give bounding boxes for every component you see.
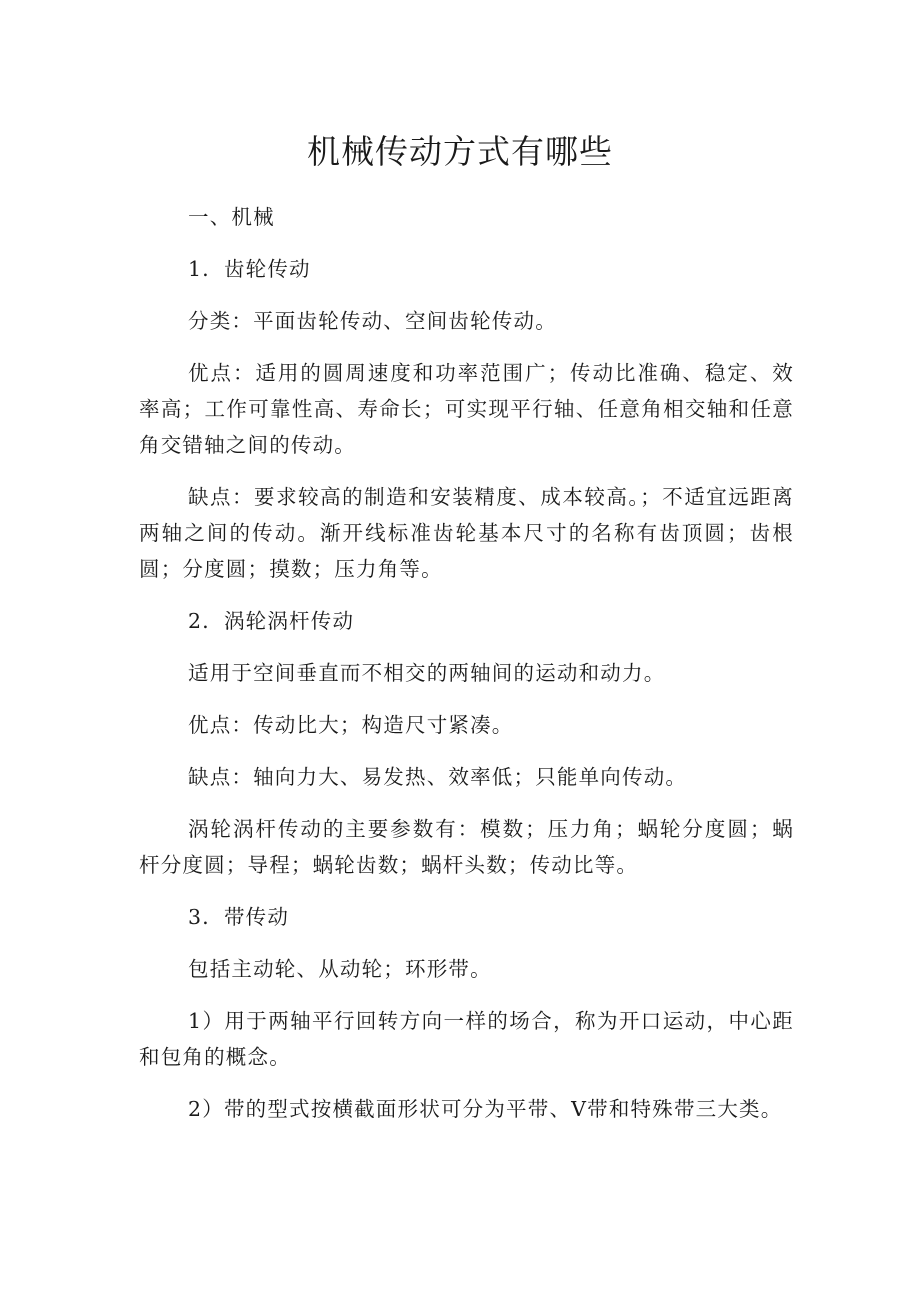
paragraph-worm-parameters: 涡轮涡杆传动的主要参数有：模数；压力角；蜗轮分度圆；蜗杆分度圆；导程；蜗轮齿数；蜗杆头数；传动比等。 bbox=[139, 817, 794, 877]
paragraph-belt-components: 包括主动轮、从动轮；环形带。 bbox=[188, 957, 492, 981]
paragraph-belt-item-1: 1）用于两轴平行回转方向一样的场合，称为开口运动，中心距和包角的概念。 bbox=[139, 1009, 794, 1069]
paragraph-gear-disadvantages: 缺点：要求较高的制造和安装精度、成本较高。；不适宜远距离两轴之间的传动。渐开线标准齿轮基本尺寸的名称有齿顶圆；齿根圆；分度圆；摸数；压力角等。 bbox=[139, 485, 794, 581]
paragraph-gear-advantages: 优点：适用的圆周速度和功率范围广；传动比准确、稳定、效率高；工作可靠性高、寿命长；可实现平行轴、任意角相交轴和任意角交错轴之间的传动。 bbox=[139, 361, 794, 457]
paragraph-gear-classification: 分类：平面齿轮传动、空间齿轮传动。 bbox=[188, 309, 557, 333]
section-heading-mechanical: 一、机械 bbox=[188, 205, 275, 229]
paragraph-worm-application: 适用于空间垂直而不相交的两轴间的运动和动力。 bbox=[188, 661, 666, 685]
subsection-heading-gear-drive: 1．齿轮传动 bbox=[188, 257, 311, 281]
paragraph-worm-advantages: 优点：传动比大；构造尺寸紧凑。 bbox=[188, 713, 514, 737]
document-title: 机械传动方式有哪些 bbox=[307, 132, 613, 171]
subsection-heading-belt-drive: 3．带传动 bbox=[188, 905, 290, 929]
paragraph-worm-disadvantages: 缺点：轴向力大、易发热、效率低；只能单向传动。 bbox=[188, 765, 688, 789]
document-body bbox=[139, 199, 794, 1143]
subsection-heading-worm-drive: 2．涡轮涡杆传动 bbox=[188, 609, 355, 633]
paragraph-belt-item-2: 2）带的型式按横截面形状可分为平带、V带和特殊带三大类。 bbox=[188, 1097, 783, 1121]
